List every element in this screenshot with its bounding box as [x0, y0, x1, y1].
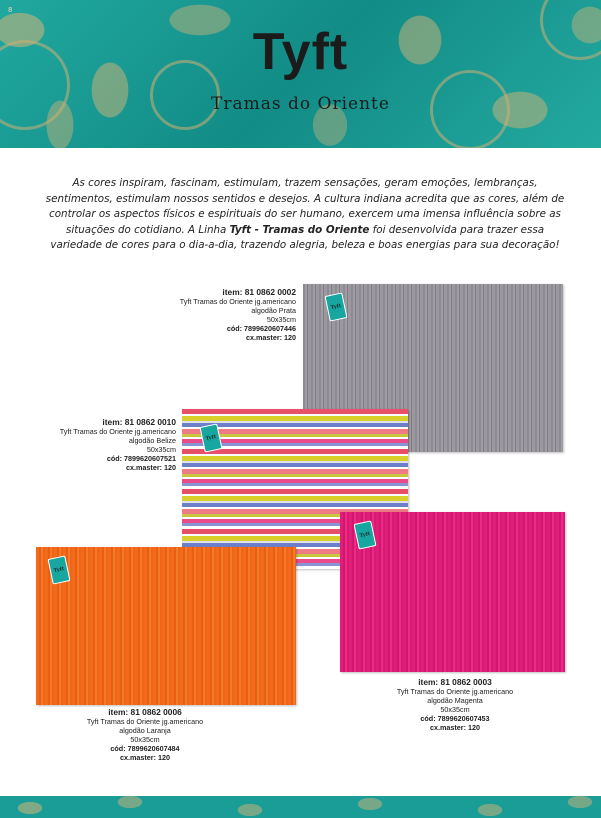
- page-number: 8: [8, 6, 13, 14]
- product-material: algodão Magenta: [427, 696, 483, 705]
- product-size: 50x35cm: [440, 705, 470, 714]
- product-info-prata: [150, 287, 296, 342]
- product-material: algodão Belize: [128, 436, 176, 445]
- item-code: item: 81 0862 0002: [222, 287, 296, 297]
- product-name: Tyft Tramas do Oriente jg.americano: [86, 717, 204, 726]
- tyft-tag-icon: Tyft: [324, 292, 347, 321]
- item-code: item: 81 0862 0006: [108, 707, 182, 717]
- product-size: 50x35cm: [146, 445, 176, 454]
- product-master: cx.master: 120: [120, 753, 170, 762]
- product-info-magenta: [380, 677, 530, 732]
- item-code: item: 81 0862 0010: [102, 417, 176, 427]
- product-material: algodão Laranja: [119, 726, 171, 735]
- product-master: cx.master: 120: [430, 723, 480, 732]
- product-master: cx.master: 120: [126, 463, 176, 472]
- product-info-belize: [30, 417, 176, 472]
- product-size: 50x35cm: [266, 315, 296, 324]
- product-code: cód: 7899620607453: [420, 714, 490, 723]
- item-code: item: 81 0862 0003: [418, 677, 492, 687]
- product-material: algodão Prata: [251, 306, 296, 315]
- product-name: Tyft Tramas do Oriente jg.americano: [179, 297, 296, 306]
- product-name: Tyft Tramas do Oriente jg.americano: [396, 687, 514, 696]
- product-info-laranja: [70, 707, 220, 762]
- product-size: 50x35cm: [130, 735, 160, 744]
- tyft-tag-icon: Tyft: [353, 520, 376, 549]
- product-master: cx.master: 120: [246, 333, 296, 342]
- intro-text-1: As cores inspiram, fascinam, estimulam, trazem sensações, geram emoções, lembranças, sentimentos, estimulam nossos sentidos e desejos. A cultura indiana acredita que as cores, além de controlar os aspectos físicos e espirituais do ser humano, exercem uma imensa influência sobre as situações do cotidiano. A Linha: [45, 177, 565, 236]
- tyft-tag-icon: Tyft: [47, 555, 70, 584]
- product-code: cód: 7899620607446: [226, 324, 296, 333]
- brand-tagline: Tramas do Oriente: [211, 94, 390, 114]
- header-banner: [0, 0, 601, 148]
- intro-highlight: Tyft - Tramas do Oriente: [229, 223, 370, 236]
- placemat-image-magenta: [340, 512, 565, 672]
- product-code: cód: 7899620607484: [110, 744, 180, 753]
- placemat-image-laranja: [36, 547, 296, 705]
- product-code: cód: 7899620607521: [106, 454, 176, 463]
- product-name: Tyft Tramas do Oriente jg.americano: [59, 427, 176, 436]
- intro-paragraph: [40, 176, 570, 254]
- brand-logo: Tyft: [252, 23, 349, 81]
- tyft-tag-icon: Tyft: [199, 423, 222, 452]
- intro-text-2: foi desenvolvida para trazer essa variedade de cores para o dia-a-dia, trazendo alegria, beleza e boas energias para sua decoração!: [50, 223, 560, 252]
- footer-banner: [0, 796, 601, 818]
